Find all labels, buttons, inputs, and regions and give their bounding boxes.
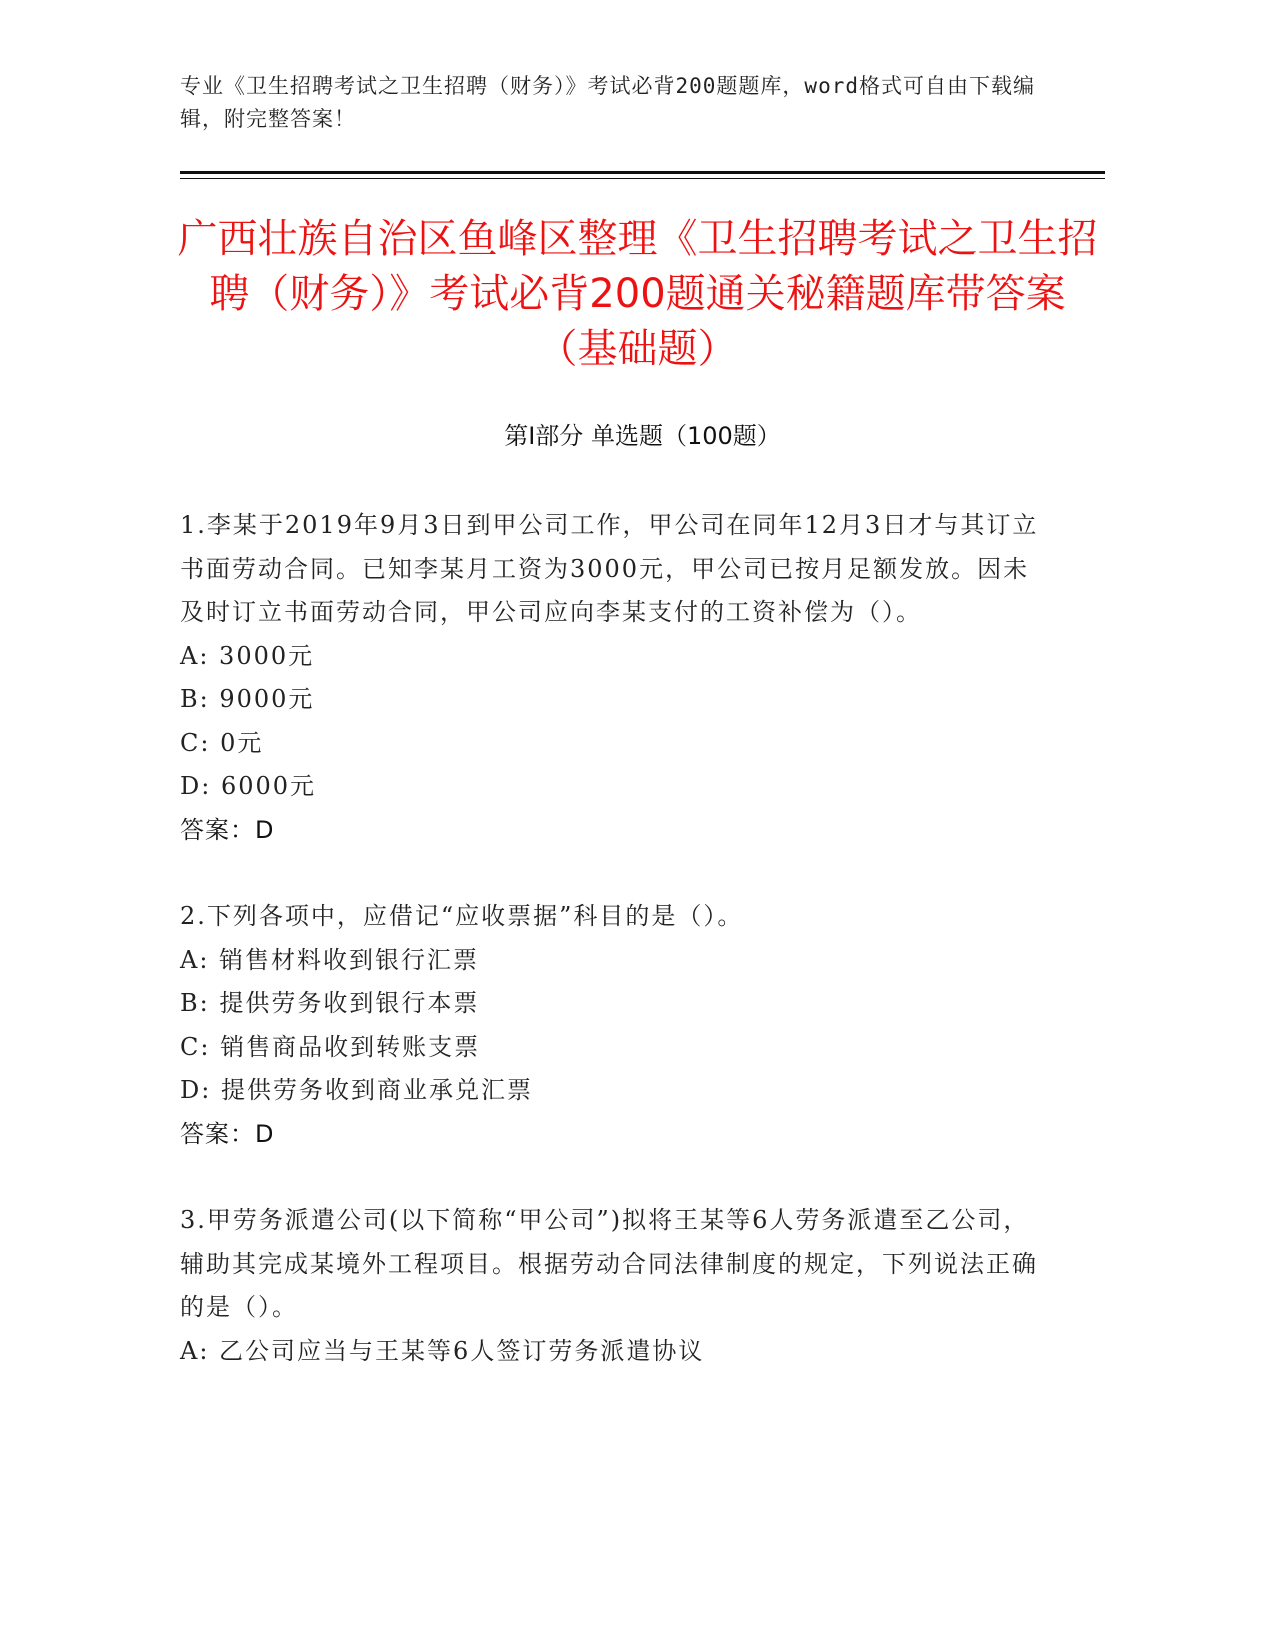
option-b: B: 9000元 — [180, 685, 315, 713]
question-stem: 3.甲劳务派遣公司(以下简称“甲公司”)拟将王某等6人劳务派遣至乙公司，辅助其完成某境外工程项目。根据劳动合同法律制度的规定，下列说法正确的是（）。 — [180, 1206, 1038, 1321]
header-rule-thick — [180, 171, 1105, 174]
question-1 — [180, 504, 1040, 852]
question-list — [180, 504, 1040, 1416]
header-rule-thin — [180, 178, 1105, 179]
option-a: A: 销售材料收到银行汇票 — [180, 945, 480, 974]
option-a: A: 3000元 — [180, 641, 315, 670]
question-stem: 2.下列各项中，应借记“应收票据”科目的是（）。 — [180, 902, 744, 930]
option-a: A: 乙公司应当与王某等6人签订劳务派遣协议 — [180, 1336, 705, 1365]
document-title: 广西壮族自治区鱼峰区整理《卫生招聘考试之卫生招聘（财务）》考试必背200题通关秘籍题库带答案（基础题） — [177, 216, 1098, 372]
option-d: D: 提供劳务收到商业承兑汇票 — [180, 1076, 533, 1104]
option-c: C: 销售商品收到转账支票 — [180, 1032, 481, 1061]
option-b: B: 提供劳务收到银行本票 — [180, 989, 480, 1017]
option-c: C: 0元 — [180, 728, 264, 757]
header-note: 专业《卫生招聘考试之卫生招聘（财务）》考试必背200题题库，word格式可自由下载编辑，附完整答案！ — [180, 74, 1035, 131]
question-2 — [180, 895, 1040, 1156]
section-heading: 第Ⅰ部分 单选题（100题） — [504, 422, 781, 450]
answer-line: 答案：D — [180, 1119, 275, 1148]
question-stem: 1.李某于2019年9月3日到甲公司工作，甲公司在同年12月3日才与其订立书面劳动合同。已知李某月工资为3000元，甲公司已按月足额发放。因未及时订立书面劳动合同，甲公司应向李某支付的工资补偿为（）。 — [180, 511, 1039, 626]
answer-line: 答案：D — [180, 815, 275, 844]
question-3 — [180, 1199, 1040, 1373]
option-d: D: 6000元 — [180, 772, 317, 800]
